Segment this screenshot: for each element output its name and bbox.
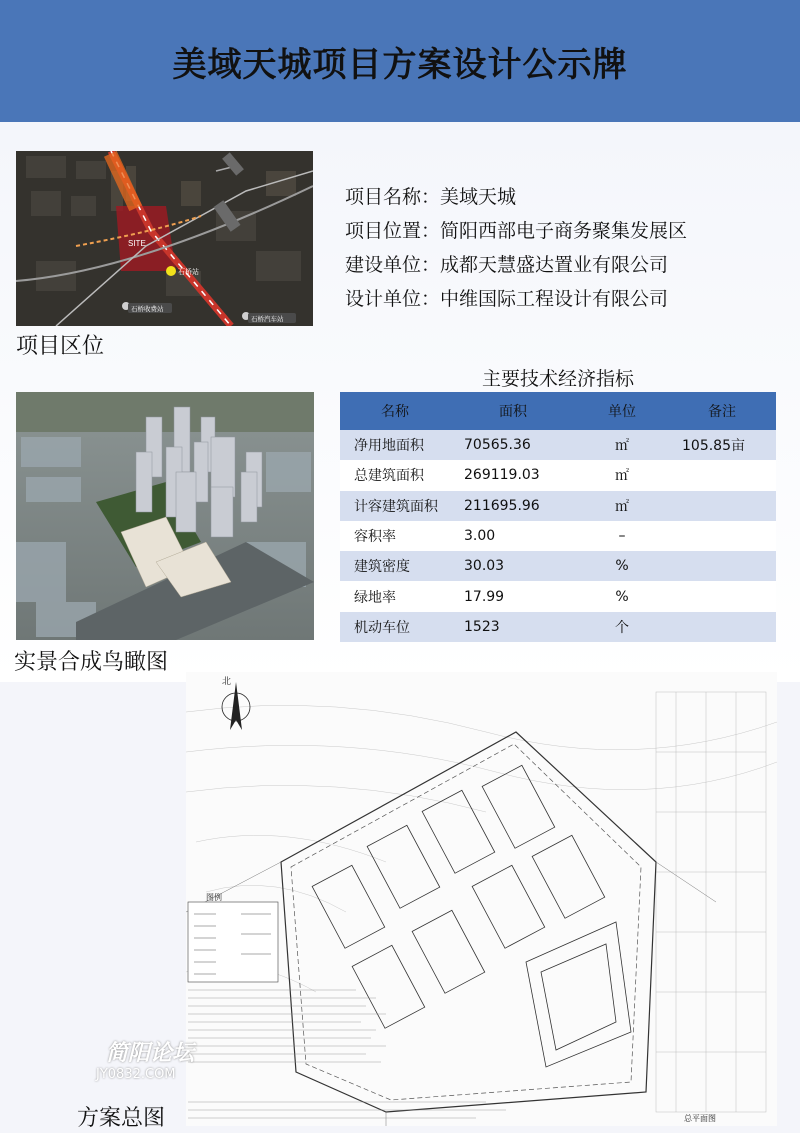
row-name: 总建筑面积 — [340, 460, 450, 490]
indicators-table — [340, 392, 776, 642]
row-name: 计容建筑面积 — [340, 491, 450, 521]
row-remark — [668, 521, 776, 551]
header-banner — [0, 0, 800, 122]
row-name: 净用地面积 — [340, 430, 450, 460]
header-area: 面积 — [450, 392, 576, 430]
row-unit: – — [576, 521, 668, 551]
watermark-cn: 简阳论坛 — [106, 1041, 195, 1066]
aerial-caption: 实景合成鸟瞰图 — [14, 650, 169, 675]
project-location-value: 简阳西部电子商务聚集发展区 — [440, 220, 688, 242]
row-remark — [668, 460, 776, 490]
row-name: 容积率 — [340, 521, 450, 551]
location-map — [16, 151, 313, 326]
table-row — [340, 612, 776, 642]
row-area: 3.00 — [450, 521, 576, 551]
row-name: 建筑密度 — [340, 551, 450, 581]
table-row — [340, 581, 776, 611]
map-site-label: SITE — [128, 239, 146, 248]
developer-row — [345, 248, 687, 282]
table-row — [340, 521, 776, 551]
watermark-url: JY0832.COM — [96, 1067, 176, 1082]
project-location-row — [345, 214, 687, 248]
site-plan-graphic — [186, 672, 777, 1126]
legend-title: 图例 — [206, 893, 222, 902]
table-row — [340, 460, 776, 490]
map-bus-label: 石桥汽车站 — [251, 315, 284, 323]
table-row — [340, 551, 776, 581]
site-plan-caption: 方案总图 — [77, 1106, 166, 1131]
header-unit: 单位 — [576, 392, 668, 430]
row-remark — [668, 551, 776, 581]
row-remark — [668, 612, 776, 642]
row-remark: 105.85亩 — [668, 430, 776, 460]
header-remark: 备注 — [668, 392, 776, 430]
project-name-label: 项目名称： — [345, 186, 441, 208]
row-unit: % — [576, 551, 668, 581]
row-unit: ㎡ — [576, 491, 668, 521]
designer-row — [345, 282, 687, 316]
row-area: 17.99 — [450, 581, 576, 611]
location-caption: 项目区位 — [16, 334, 105, 359]
row-area: 30.03 — [450, 551, 576, 581]
forum-watermark — [96, 1036, 195, 1082]
row-area: 1523 — [450, 612, 576, 642]
map-toll-label: 石桥收费站 — [131, 305, 164, 313]
map-station-label: 石桥站 — [178, 268, 199, 276]
row-unit: ㎡ — [576, 430, 668, 460]
row-area: 70565.36 — [450, 430, 576, 460]
developer-label: 建设单位： — [345, 254, 441, 276]
location-map-graphic — [16, 151, 313, 326]
row-remark — [668, 581, 776, 611]
row-remark — [668, 491, 776, 521]
plan-title: 总平面图 — [684, 1114, 716, 1123]
plan-legend — [188, 892, 278, 982]
row-unit: ㎡ — [576, 460, 668, 490]
aerial-rendering-graphic — [16, 392, 314, 640]
page-title: 美域天城项目方案设计公示牌 — [172, 44, 628, 85]
table-row — [340, 491, 776, 521]
designer-value: 中维国际工程设计有限公司 — [440, 288, 669, 310]
aerial-rendering — [16, 392, 314, 640]
header-name: 名称 — [340, 392, 450, 430]
row-unit: 个 — [576, 612, 668, 642]
project-info — [345, 180, 687, 316]
row-area: 211695.96 — [450, 491, 576, 521]
indicators-title: 主要技术经济指标 — [481, 368, 634, 390]
site-plan — [186, 672, 777, 1126]
row-name: 绿地率 — [340, 581, 450, 611]
project-name-value: 美域天城 — [440, 186, 517, 208]
row-name: 机动车位 — [340, 612, 450, 642]
developer-value: 成都天慧盛达置业有限公司 — [440, 254, 669, 276]
table-row — [340, 430, 776, 460]
project-name-row — [345, 180, 687, 214]
north-label: 北 — [222, 677, 232, 687]
row-area: 269119.03 — [450, 460, 576, 490]
project-location-label: 项目位置： — [345, 220, 441, 242]
table-header-row — [340, 392, 776, 430]
row-unit: % — [576, 581, 668, 611]
designer-label: 设计单位： — [345, 288, 441, 310]
